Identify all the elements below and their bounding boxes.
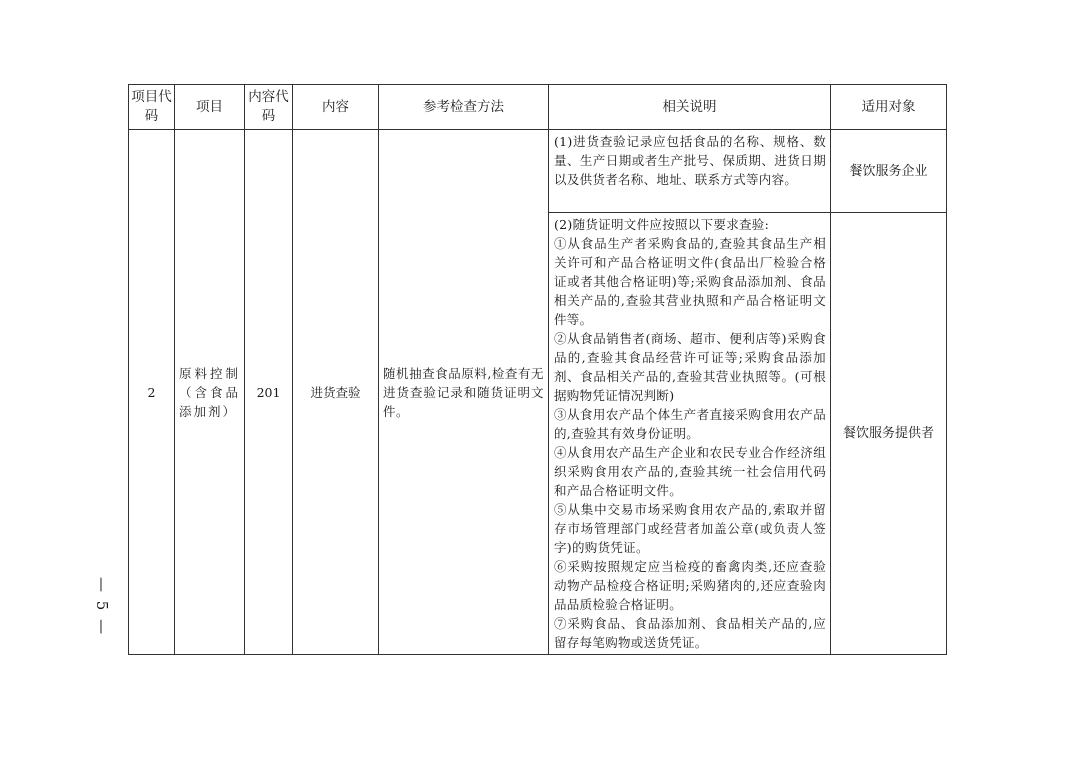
header-item-code: 项目代码 — [129, 85, 175, 130]
header-item: 项目 — [175, 85, 245, 130]
note-2-cell — [549, 213, 831, 655]
header-applicable: 适用对象 — [831, 85, 947, 130]
header-content-code: 内容代码 — [245, 85, 293, 130]
header-method: 参考检查方法 — [379, 85, 549, 130]
note-2-line: ①从食品生产者采购食品的,查验其食品生产相关许可和产品合格证明文件(食品出厂检验合格证或者其他合格证明)等;采购食品添加剂、食品相关产品的,查验其营业执照和产品合格证明文件等。 — [554, 236, 826, 327]
header-content: 内容 — [293, 85, 379, 130]
inspection-table — [128, 84, 947, 655]
item-cell: 原料控制（含食品添加剂） — [175, 130, 245, 655]
note-2-line: ⑥采购按照规定应当检疫的畜禽肉类,还应查验动物产品检疫合格证明;采购猪肉的,还应查验肉品品质检验合格证明。 — [554, 559, 826, 612]
header-notes: 相关说明 — [549, 85, 831, 130]
note-1-cell: (1)进货查验记录应包括食品的名称、规格、数量、生产日期或者生产批号、保质期、进货日期以及供货者名称、地址、联系方式等内容。 — [549, 130, 831, 213]
content-cell: 进货查验 — [293, 130, 379, 655]
page-number: — 5 — — [93, 577, 111, 637]
note-2-line: ④从食用农产品生产企业和农民专业合作经济组织采购食用农产品的,查验其统一社会信用代码和产品合格证明文件。 — [554, 445, 826, 498]
table-row — [129, 130, 947, 213]
item-code-cell: 2 — [129, 130, 175, 655]
method-cell: 随机抽查食品原料,检查有无进货查验记录和随货证明文件。 — [379, 130, 549, 655]
header-row — [129, 85, 947, 130]
applicable-2-cell: 餐饮服务提供者 — [831, 213, 947, 655]
applicable-1-cell: 餐饮服务企业 — [831, 130, 947, 213]
note-2-line: ③从食用农产品个体生产者直接采购食用农产品的,查验其有效身份证明。 — [554, 407, 826, 441]
note-2-line: ⑤从集中交易市场采购食用农产品的,索取并留存市场管理部门或经营者加盖公章(或负责人签字)的购货凭证。 — [554, 502, 826, 555]
note-2-line: ②从食品销售者(商场、超市、便利店等)采购食品的,查验其食品经营许可证等;采购食品添加剂、食品相关产品的,查验其营业执照等。(可根据购物凭证情况判断) — [554, 331, 826, 403]
content-code-cell: 201 — [245, 130, 293, 655]
note-2-line: (2)随货证明文件应按照以下要求查验: — [554, 217, 770, 232]
note-2-line: ⑦采购食品、食品添加剂、食品相关产品的,应留存每笔购物或送货凭证。 — [554, 616, 826, 650]
